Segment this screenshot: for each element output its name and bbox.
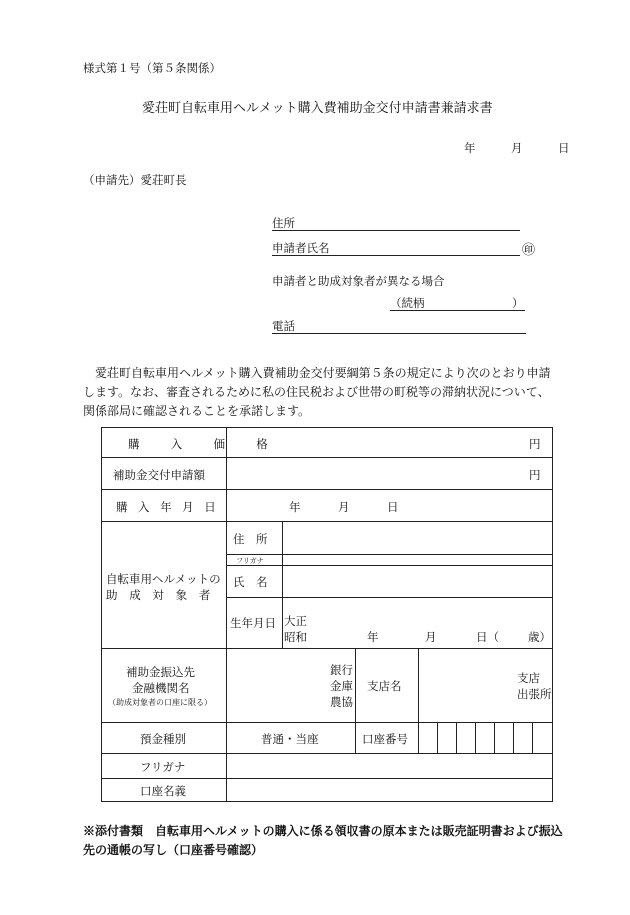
target-furigana-label: フリガナ	[236, 557, 264, 565]
date-year: 年	[464, 141, 476, 155]
relation-close: ）	[512, 296, 524, 310]
bank-type-ja: 農協	[330, 695, 353, 709]
age: 歳）	[528, 630, 551, 644]
relation-line[interactable]	[390, 310, 525, 311]
purchase-date-day: 日	[387, 500, 399, 514]
deposit-type-value: 普通・当座	[261, 732, 319, 746]
target-label-line1: 自転車用ヘルメットの	[106, 572, 221, 586]
phone-label: 電話	[272, 319, 295, 333]
applicant-address-label: 住所	[272, 216, 295, 230]
birth-month: 月	[425, 630, 437, 644]
subsidy-amount-label: 補助金交付申請額	[113, 468, 205, 482]
form-title: 愛荘町自転車用ヘルメット購入費補助金交付申請書兼請求書	[142, 101, 493, 116]
branch-type-office: 出張所	[517, 687, 552, 701]
statement-text: 愛荘町自転車用ヘルメット購入費補助金交付要綱第５条の規定により次のとおり申請します。なお、審査されるために私の住民税および世帯の町税等の滞納状況について、関係部局に確認されることを承諾します。	[83, 366, 551, 418]
era-showa: 昭和	[284, 630, 307, 644]
account-number-label: 口座番号	[362, 732, 408, 746]
date-month: 月	[511, 141, 523, 155]
purchase-price-label: 購 入 価 格	[128, 437, 282, 451]
bank-type-shinkin: 金庫	[330, 679, 353, 693]
account-furigana-label: フリガナ	[140, 760, 186, 774]
deposit-type-label: 預金種別	[140, 732, 186, 746]
purchase-date-label: 購 入 年 月 日	[116, 500, 220, 514]
subsidy-amount-yen: 円	[529, 468, 541, 482]
birth-date-label: 生年月日	[230, 616, 276, 630]
target-label-line2: 助 成 対 象 者	[106, 588, 215, 602]
purchase-price-yen: 円	[529, 437, 541, 451]
bank-type-bank: 銀行	[330, 663, 353, 677]
relation-open: （続柄	[390, 296, 425, 310]
branch-type-branch: 支店	[517, 671, 540, 685]
seal-icon: ㊞	[522, 243, 536, 258]
purchase-date-month: 月	[338, 500, 350, 514]
phone-line[interactable]	[272, 333, 526, 334]
addressee: （申請先）愛荘町長	[83, 173, 187, 187]
date-day: 日	[558, 141, 570, 155]
birth-day: 日（	[476, 630, 499, 644]
bank-label-line1: 補助金振込先	[126, 665, 195, 679]
bank-label-line3: （助成対象者の口座に限る）	[108, 698, 212, 707]
target-name-label: 氏 名	[233, 575, 268, 589]
era-taisho: 大正	[284, 614, 307, 628]
statement-paragraph	[83, 364, 555, 421]
target-address-label: 住 所	[233, 532, 268, 546]
applicant-name-line[interactable]	[272, 255, 520, 256]
branch-label: 支店名	[367, 679, 402, 693]
form-number: 様式第１号（第５条関係）	[83, 61, 221, 75]
different-person-note: 申請者と助成対象者が異なる場合	[272, 274, 445, 288]
birth-year: 年	[367, 630, 379, 644]
applicant-address-line[interactable]	[272, 230, 520, 231]
bank-label-line2: 金融機関名	[132, 681, 190, 695]
purchase-date-year: 年	[289, 500, 301, 514]
attachment-note: ※添付書類 自転車用ヘルメットの購入に係る領収書の原本または販売証明書および振込先の通帳の写し（口座番号確認）	[83, 824, 563, 857]
account-name-label: 口座名義	[140, 784, 186, 798]
applicant-name-label: 申請者氏名	[272, 241, 330, 255]
